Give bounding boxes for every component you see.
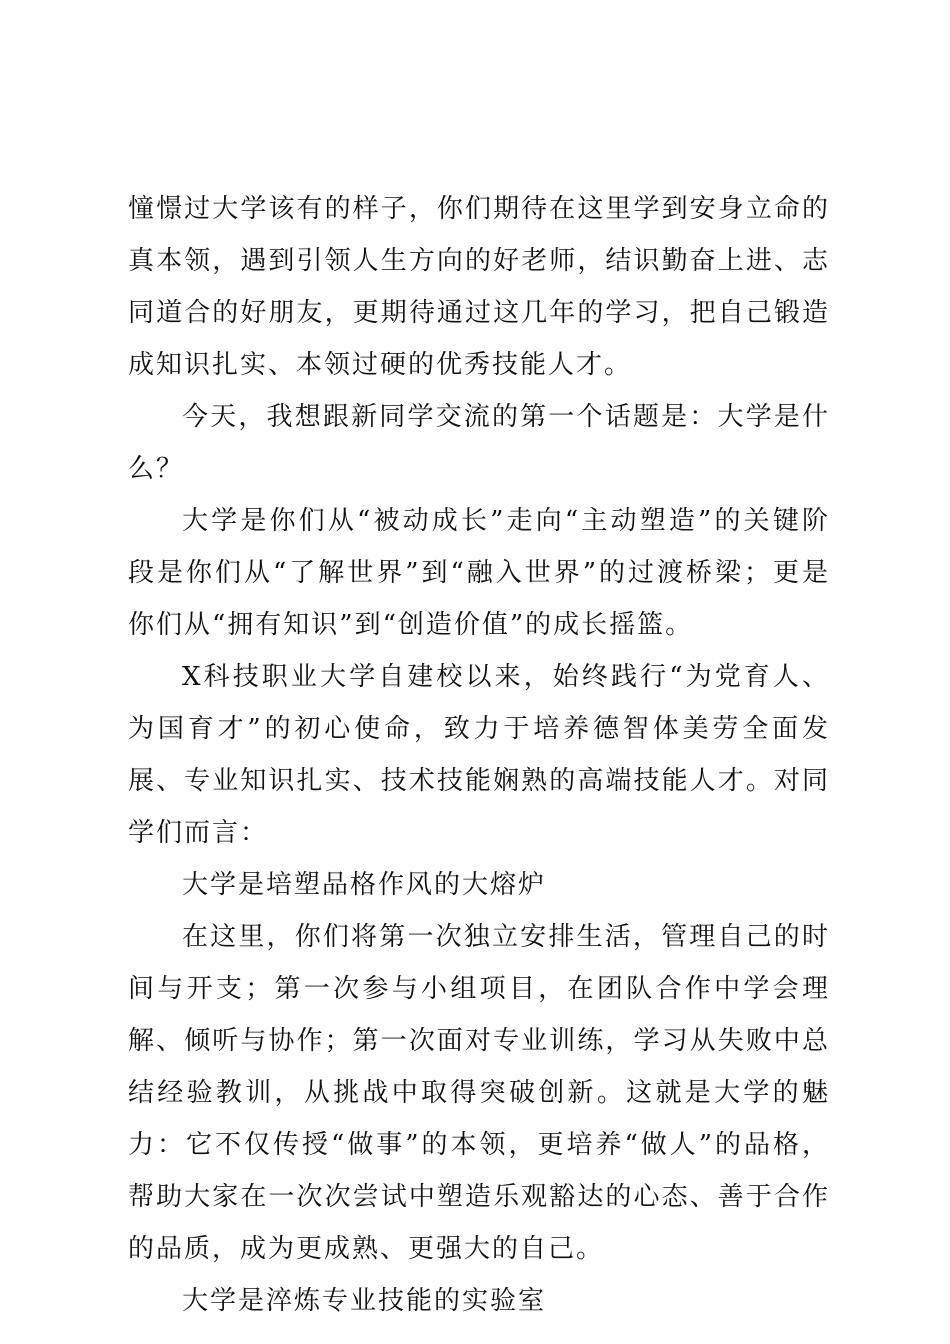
paragraph-school-mission: X科技职业大学自建校以来，始终践行“为党育人、为国育才”的初心使命，致力于培养德智体美劳全面发展、专业知识扎实、技术技能娴熟的高端技能人才。对同学们而言：: [128, 662, 830, 848]
section-heading-character: 大学是培塑品格作风的大熔炉: [182, 870, 547, 900]
paragraph-university-definition: 大学是你们从“被动成长”走向“主动塑造”的关键阶段是你们从“了解世界”到“融入世界”的过渡桥梁；更是你们从“拥有知识”到“创造价值”的成长摇篮。: [128, 506, 830, 640]
paragraph-continuation: 憧憬过大学该有的样子，你们期待在这里学到安身立命的真本领，遇到引领人生方向的好老师，结识勤奋上进、志同道合的好朋友，更期待通过这几年的学习，把自己锻造成知识扎实、本领过硬的优秀技能人才。: [128, 194, 830, 380]
section-heading-skills: 大学是淬炼专业技能的实验室: [182, 1286, 547, 1316]
body-text: [128, 183, 830, 1327]
paragraph-topic-question: 今天，我想跟新同学交流的第一个话题是：大学是什么？: [128, 402, 830, 484]
paragraph-character-building: 在这里，你们将第一次独立安排生活，管理自己的时间与开支；第一次参与小组项目，在团队合作中学会理解、倾听与协作；第一次面对专业训练，学习从失败中总结经验教训，从挑战中取得突破创新。这就是大学的魅力：它不仅传授“做事”的本领，更培养“做人”的品格，帮助大家在一次次尝试中塑造乐观豁达的心态、善于合作的品质，成为更成熟、更强大的自己。: [128, 922, 830, 1264]
